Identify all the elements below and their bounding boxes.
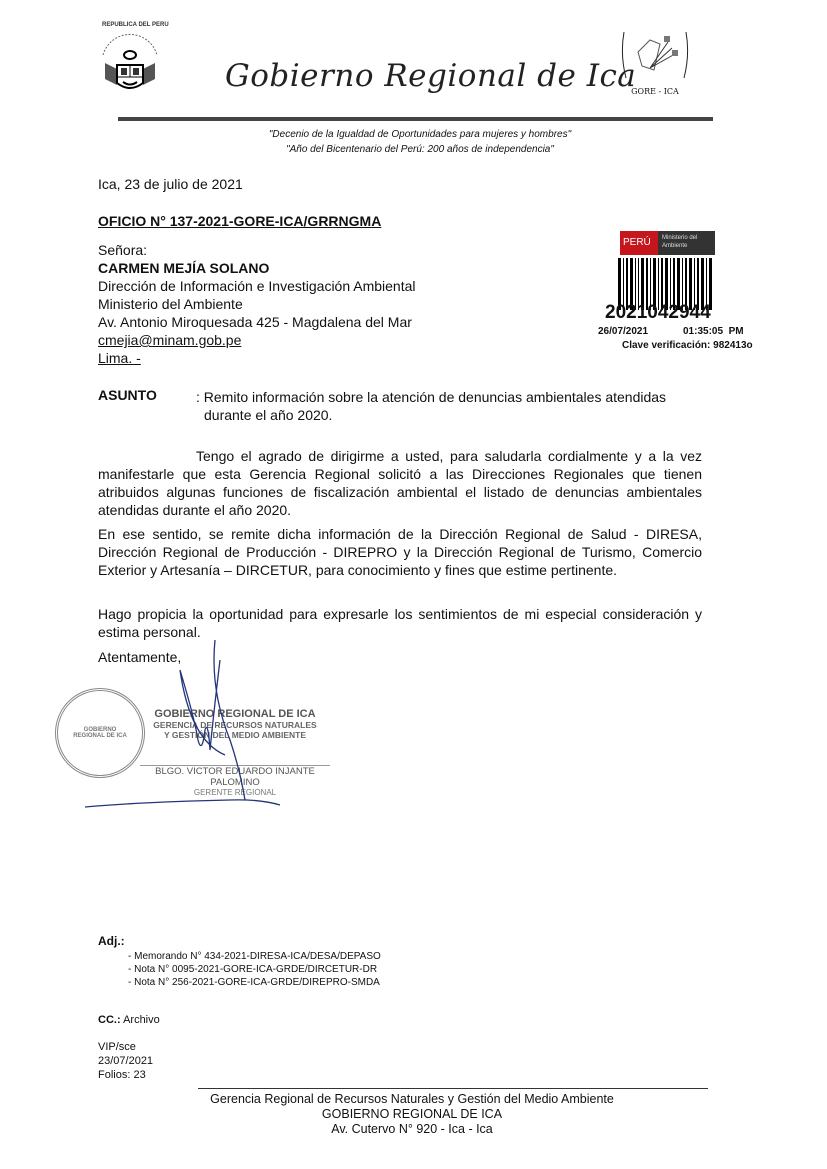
ref-line: Folios: 23	[98, 1069, 146, 1081]
seal-text: GOBIERNO REGIONAL DE ICA	[73, 727, 127, 739]
gore-ica-text: GORE - ICA	[631, 87, 679, 96]
oficio-number: OFICIO N° 137-2021-GORE-ICA/GRRNGMA	[98, 213, 382, 229]
peru-brand: PERÚ	[620, 231, 658, 255]
receipt-date: 26/07/2021	[598, 326, 649, 337]
attachment-item: - Memorando N° 434-2021-DIRESA-ICA/DESA/DEPASO	[128, 951, 381, 962]
signer-name: BLGO. VICTOR EDUARDO INJANTE PALOMINO	[155, 766, 315, 788]
recipient-city: Lima. -	[98, 350, 141, 366]
stamp-line: GERENCIA DE RECURSOS NATURALES	[153, 720, 317, 730]
gore-ica-logo-icon	[620, 30, 690, 80]
handwritten-signature	[80, 630, 320, 810]
verification-key: Clave verificación: 982413o	[622, 340, 753, 351]
coat-of-arms-icon	[95, 25, 165, 100]
body-paragraph: Tengo el agrado de dirigirme a usted, para saludarla cordialmente y a la vez manifestarle que esta Gerencia Regional solicitó a las Direcciones Regionales que tienen atribuidos algunas funciones de fiscalización ambiental el listado de denuncias ambientales atendidas durante el año 2020.	[98, 448, 702, 518]
minam-logo	[620, 231, 715, 255]
recipient-line: Dirección de Información e Investigación Ambiental	[98, 278, 416, 294]
signer-role: GERENTE REGIONAL	[193, 788, 277, 797]
header-rule	[118, 117, 713, 121]
body-paragraph: Hago propicia la oportunidad para expresarle los sentimientos de mi especial consideración y estima personal.	[98, 606, 702, 640]
stamp-line: GOBIERNO REGIONAL DE ICA	[154, 708, 316, 720]
attachment-list	[128, 950, 381, 989]
recipient-email[interactable]: cmejia@minam.gob.pe	[98, 332, 242, 348]
attachment-item: - Nota N° 256-2021-GORE-ICA-GRDE/DIREPRO-SMDA	[128, 977, 380, 988]
ref-line: 23/07/2021	[98, 1055, 154, 1067]
footer	[150, 1092, 674, 1137]
letter-date: Ica, 23 de julio de 2021	[98, 176, 243, 192]
recipient-name: CARMEN MEJÍA SOLANO	[98, 260, 270, 276]
receipt-time: 01:35:05 PM	[683, 326, 744, 337]
gore-ica-logo	[620, 30, 690, 95]
footer-line: Av. Cutervo N° 920 - Ica - Ica	[331, 1122, 493, 1136]
motto-1: "Decenio de la Igualdad de Oportunidades para mujeres y hombres"	[268, 129, 572, 140]
footer-line: Gerencia Regional de Recursos Naturales y Gestión del Medio Ambiente	[210, 1092, 614, 1106]
asunto-line: durante el año 2020.	[204, 407, 333, 423]
page-title: Gobierno Regional de Ica	[225, 58, 637, 94]
footer-line: GOBIERNO REGIONAL DE ICA	[321, 1107, 503, 1121]
asunto-label: ASUNTO	[98, 387, 157, 403]
recipient-line: Av. Antonio Miroquesada 425 - Magdalena del Mar	[98, 314, 412, 330]
closing: Atentamente,	[98, 649, 182, 665]
asunto-text	[196, 388, 716, 424]
coat-text: REPUBLICA DEL PERU	[102, 22, 169, 28]
adj-label: Adj.:	[98, 934, 125, 948]
body-paragraph: En ese sentido, se remite dicha información de la Dirección Regional de Salud - DIRESA, Dirección Regional de Producción - DIREPRO y la Dirección Regional de Turismo, Comercio Exterior y Artesanía – DIRCETUR, para conocimiento y fines que estime pertinente.	[98, 526, 702, 578]
recipient-block	[98, 241, 416, 367]
ministry-name: Ministerio del Ambiente	[658, 231, 715, 255]
receipt-number: 2021042944	[605, 302, 711, 323]
asunto-line: : Remito información sobre la atención de denuncias ambientales atendidas	[196, 389, 667, 405]
cc-label: CC.:	[98, 1014, 121, 1026]
cc-value: Archivo	[123, 1014, 160, 1026]
footer-rule	[198, 1088, 708, 1089]
reference-block	[98, 1040, 153, 1082]
attachment-item: - Nota N° 0095-2021-GORE-ICA-GRDE/DIRCETUR-DR	[128, 964, 378, 975]
stamp-line: Y GESTIÓN DEL MEDIO AMBIENTE	[164, 730, 306, 740]
ref-line: VIP/sce	[98, 1041, 136, 1053]
salutation: Señora:	[98, 242, 148, 258]
cc-line	[98, 1014, 160, 1026]
coat-of-arms	[95, 25, 165, 100]
motto-2: "Año del Bicentenario del Perú: 200 años de independencia"	[286, 144, 554, 155]
recipient-line: Ministerio del Ambiente	[98, 296, 243, 312]
